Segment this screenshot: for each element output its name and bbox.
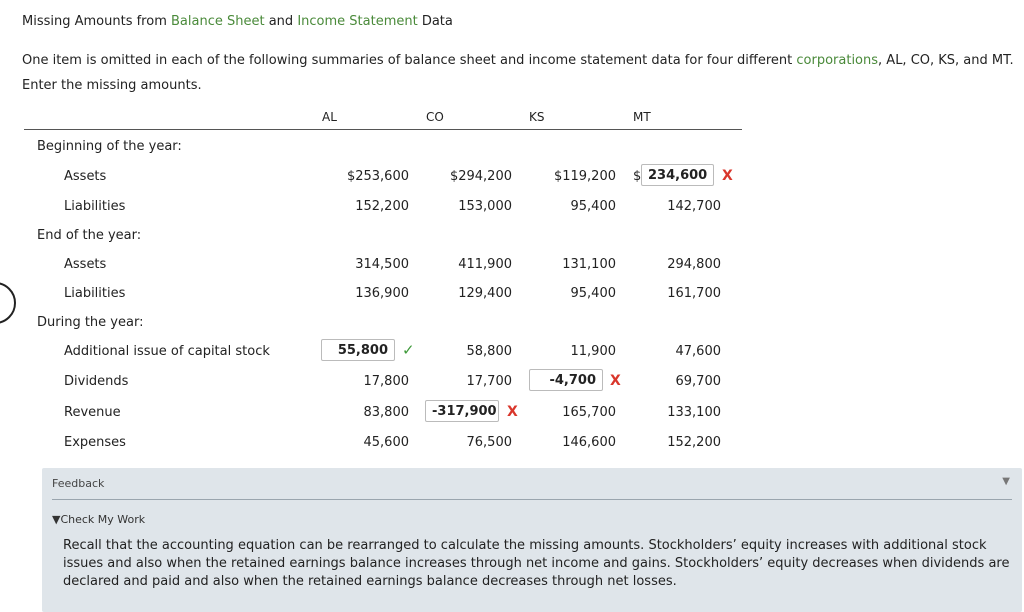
cell-end-liab-al: 136,900: [355, 286, 409, 301]
cell-end-assets-co: 411,900: [458, 257, 512, 272]
cell-capital-stock-mt: 47,600: [675, 344, 721, 359]
income-statement-link[interactable]: Income Statement: [297, 14, 418, 29]
cell-expenses-mt: 152,200: [667, 435, 721, 450]
corporations-link[interactable]: corporations: [796, 53, 879, 68]
cell-beg-liab-mt: 142,700: [667, 199, 721, 214]
radio-circle-icon: [0, 282, 16, 324]
cell-end-assets-mt: 294,800: [667, 257, 721, 272]
section-beginning: Beginning of the year:: [37, 139, 182, 154]
check-my-work-toggle[interactable]: ▼Check My Work: [52, 513, 146, 526]
col-header-mt: MT: [633, 110, 651, 124]
cell-capital-stock-ks: 11,900: [570, 344, 616, 359]
collapse-arrow-icon[interactable]: ▼: [1002, 476, 1010, 487]
row-label-revenue[interactable]: Revenue: [64, 405, 121, 420]
answer-input-capital-stock-al[interactable]: 55,800: [321, 339, 395, 361]
section-end: End of the year:: [37, 228, 142, 243]
row-label-dividends: Dividends: [64, 374, 129, 389]
row-label-expenses[interactable]: Expenses: [64, 435, 126, 450]
cell-end-liab-mt: 161,700: [667, 286, 721, 301]
row-label-end-assets: Assets: [64, 257, 107, 272]
cell-capital-stock-co: 58,800: [466, 344, 512, 359]
cell-revenue-mt: 133,100: [667, 405, 721, 420]
cell-beg-liab-al: 152,200: [355, 199, 409, 214]
incorrect-x-icon: X: [610, 373, 621, 389]
cell-revenue-ks: 165,700: [562, 405, 616, 420]
col-header-co: CO: [426, 110, 444, 124]
cell-beg-liab-ks: 95,400: [570, 199, 616, 214]
dollar-sign-mt: $: [633, 169, 642, 184]
page-title: Missing Amounts from Balance Sheet and Income Statement Data: [22, 14, 453, 29]
instructions: One item is omitted in each of the following summaries of balance sheet and income statement data for four different corporations, AL, CO, KS, and MT. Enter the missing amounts.: [22, 53, 1014, 93]
cell-end-liab-ks: 95,400: [570, 286, 616, 301]
cell-dividends-al: 17,800: [363, 374, 409, 389]
col-header-al: AL: [322, 110, 337, 124]
cell-end-assets-al: 314,500: [355, 257, 409, 272]
incorrect-x-icon: X: [722, 168, 733, 184]
feedback-text: Recall that the accounting equation can be rearranged to calculate the missing amounts. Stockholders’ equity increases with additional stock issues and also when the retained earnings balance increases through net income and gains. Stockholders’ equity decreases when dividends are declared and paid and also when the retained earnings balance decreases through net losses.: [63, 538, 1010, 589]
row-label-beg-assets[interactable]: Assets: [64, 169, 107, 184]
feedback-label: Feedback: [52, 477, 105, 490]
answer-input-revenue-co[interactable]: -317,900: [425, 400, 499, 422]
cell-dividends-mt: 69,700: [675, 374, 721, 389]
cell-beg-assets-al: $253,600: [346, 169, 409, 184]
feedback-divider: [52, 499, 1012, 500]
cell-end-liab-co: 129,400: [458, 286, 512, 301]
cell-expenses-co: 76,500: [466, 435, 512, 450]
col-header-ks: KS: [529, 110, 545, 124]
cell-expenses-ks: 146,600: [562, 435, 616, 450]
feedback-panel: [42, 468, 1022, 612]
cell-revenue-al: 83,800: [363, 405, 409, 420]
cell-expenses-al: 45,600: [363, 435, 409, 450]
section-during: During the year:: [37, 315, 144, 330]
cell-beg-liab-co: 153,000: [458, 199, 512, 214]
answer-input-beg-assets-mt[interactable]: 234,600: [641, 164, 714, 186]
row-label-beg-liabilities[interactable]: Liabilities: [64, 199, 126, 214]
correct-check-icon: ✓: [402, 341, 415, 359]
row-label-end-liabilities: Liabilities: [64, 286, 126, 301]
answer-input-dividends-ks[interactable]: -4,700: [529, 369, 603, 391]
cell-dividends-co: 17,700: [466, 374, 512, 389]
cell-beg-assets-co: $294,200: [449, 169, 512, 184]
row-label-capital-stock: Additional issue of capital stock: [64, 344, 270, 359]
cell-beg-assets-ks: $119,200: [553, 169, 616, 184]
cell-end-assets-ks: 131,100: [562, 257, 616, 272]
header-divider: [24, 129, 742, 130]
balance-sheet-link[interactable]: Balance Sheet: [171, 14, 265, 29]
incorrect-x-icon: X: [507, 404, 518, 420]
